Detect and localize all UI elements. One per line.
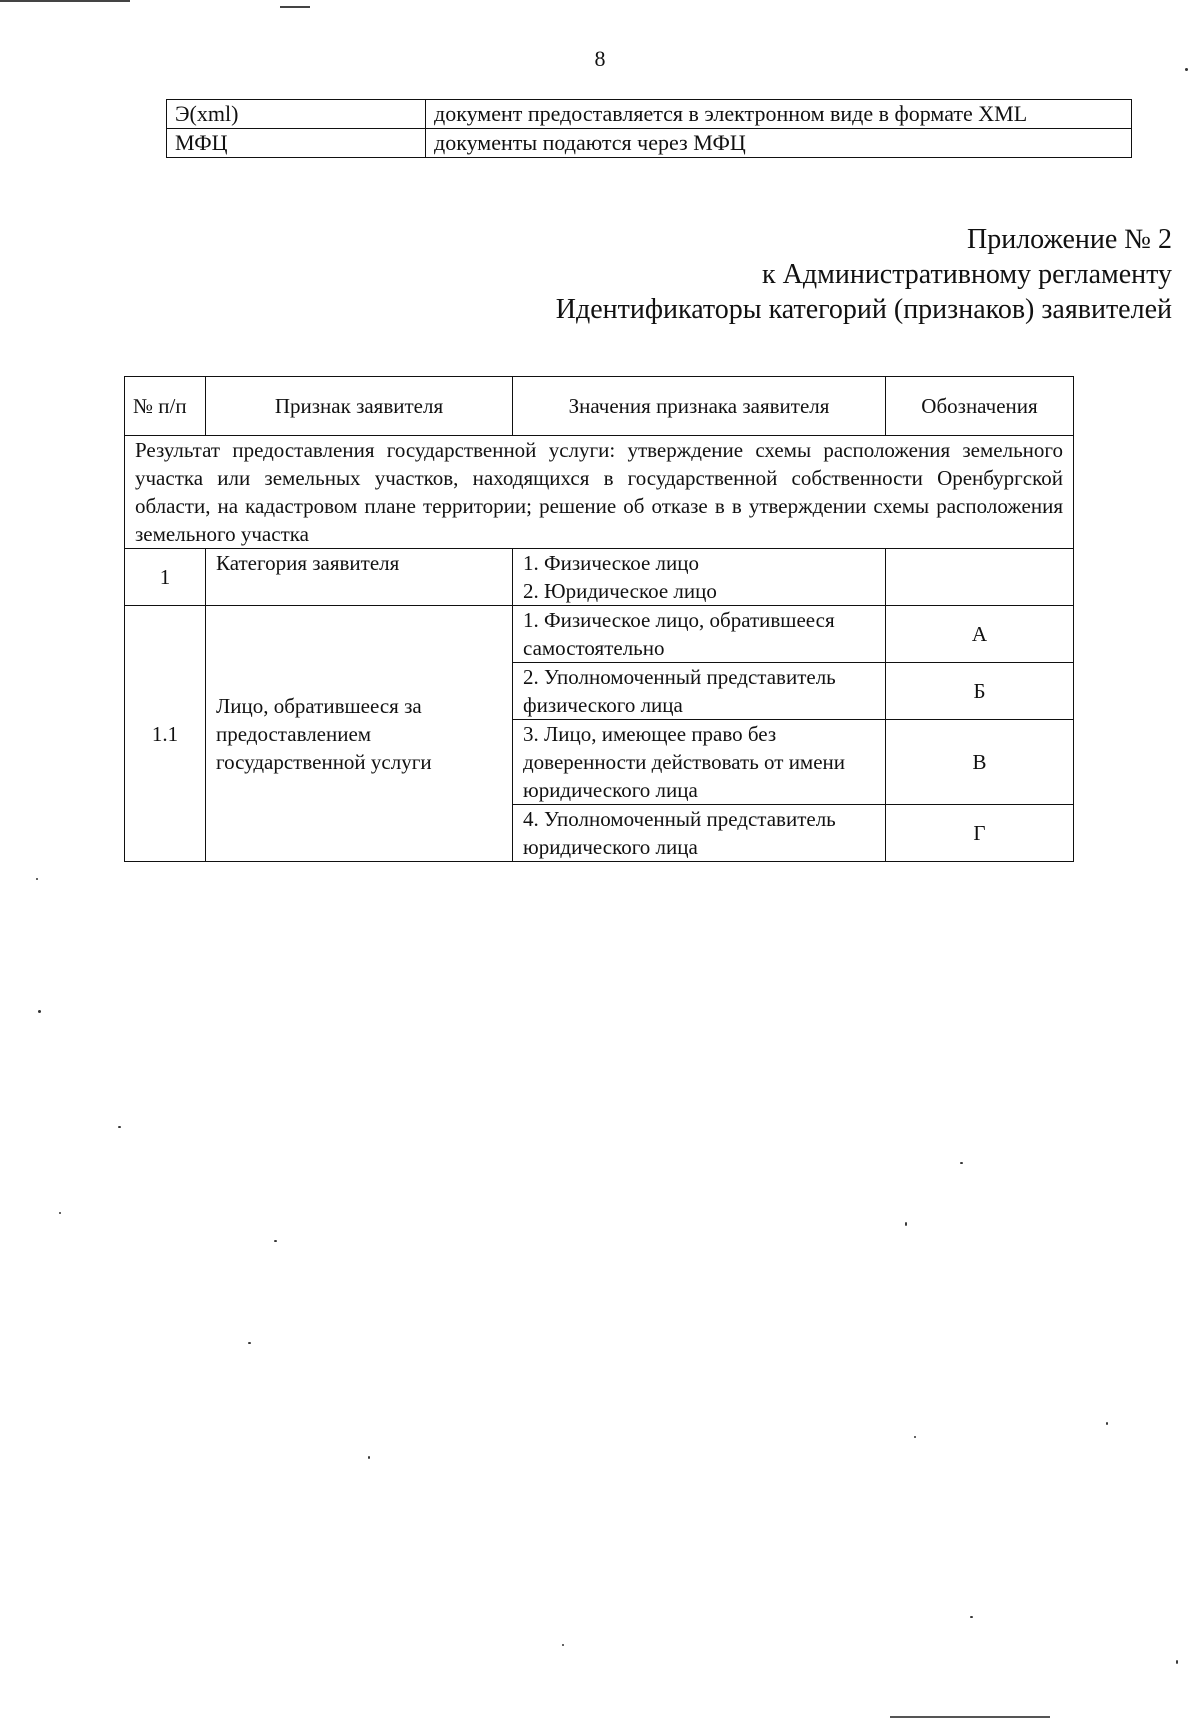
scan-speck [960,1162,963,1164]
legend-description: документ предоставляется в электронном виде в формате XML [426,100,1132,129]
row-values [513,549,886,606]
scan-speck [248,1342,251,1344]
row-value: 4. Уполномоченный представитель юридического лица [513,805,886,862]
scan-edge-line [280,6,310,8]
value-item: 2. Юридическое лицо [523,579,717,603]
row-number: 1.1 [125,606,206,862]
applicant-categories-table [124,376,1074,862]
row-code [886,549,1074,606]
header-values: Значения признака заявителя [513,377,886,436]
header-sign: Признак заявителя [206,377,513,436]
row-code: Г [886,805,1074,862]
scan-speck [1106,1422,1108,1425]
scan-speck [1176,1660,1178,1664]
table-row [167,100,1132,129]
table-row [125,606,1074,663]
scan-speck [36,878,38,880]
row-value: 2. Уполномоченный представитель физического лица [513,663,886,720]
scan-speck [59,1212,61,1214]
row-code: А [886,606,1074,663]
appendix-title: Идентификаторы категорий (признаков) заявителей [555,294,1172,325]
result-row [125,436,1074,549]
scan-speck [905,1222,907,1226]
value-item: 1. Физическое лицо [523,551,700,575]
scan-speck [38,1010,41,1013]
row-value: 3. Лицо, имеющее право без доверенности действовать от имени юридического лица [513,720,886,805]
table-row [125,549,1074,606]
legend-code: МФЦ [167,129,426,158]
appendix-number: Приложение № 2 [967,224,1172,255]
row-number: 1 [125,549,206,606]
header-codes: Обозначения [886,377,1074,436]
scan-speck [118,1126,121,1128]
table-header-row [125,377,1074,436]
table-row [167,129,1132,158]
row-sign: Лицо, обратившееся за предоставлением государственной услуги [206,606,513,862]
header-number: № п/п [125,377,206,436]
row-code: В [886,720,1074,805]
legend-description: документы подаются через МФЦ [426,129,1132,158]
row-code: Б [886,663,1074,720]
row-sign: Категория заявителя [206,549,513,606]
scan-speck [274,1240,277,1242]
result-description: Результат предоставления государственной услуги: утверждение схемы расположения земельного участка или земельных участков, находящихся в государственной собственности Оренбургской области, на кадастровом плане территории; решение об отказе в в утверждении схемы расположения земельного участка [125,436,1074,549]
scan-speck [970,1616,973,1618]
scan-speck [914,1436,916,1438]
row-value: 1. Физическое лицо, обратившееся самостоятельно [513,606,886,663]
appendix-reference: к Административному регламенту [762,259,1172,290]
scan-speck [562,1644,564,1646]
legend-code: Э(xml) [167,100,426,129]
legend-table [166,99,1132,158]
appendix-heading [556,222,1172,327]
scan-edge-line [0,0,130,2]
page-number: 8 [594,46,606,71]
scan-speck [368,1456,370,1459]
